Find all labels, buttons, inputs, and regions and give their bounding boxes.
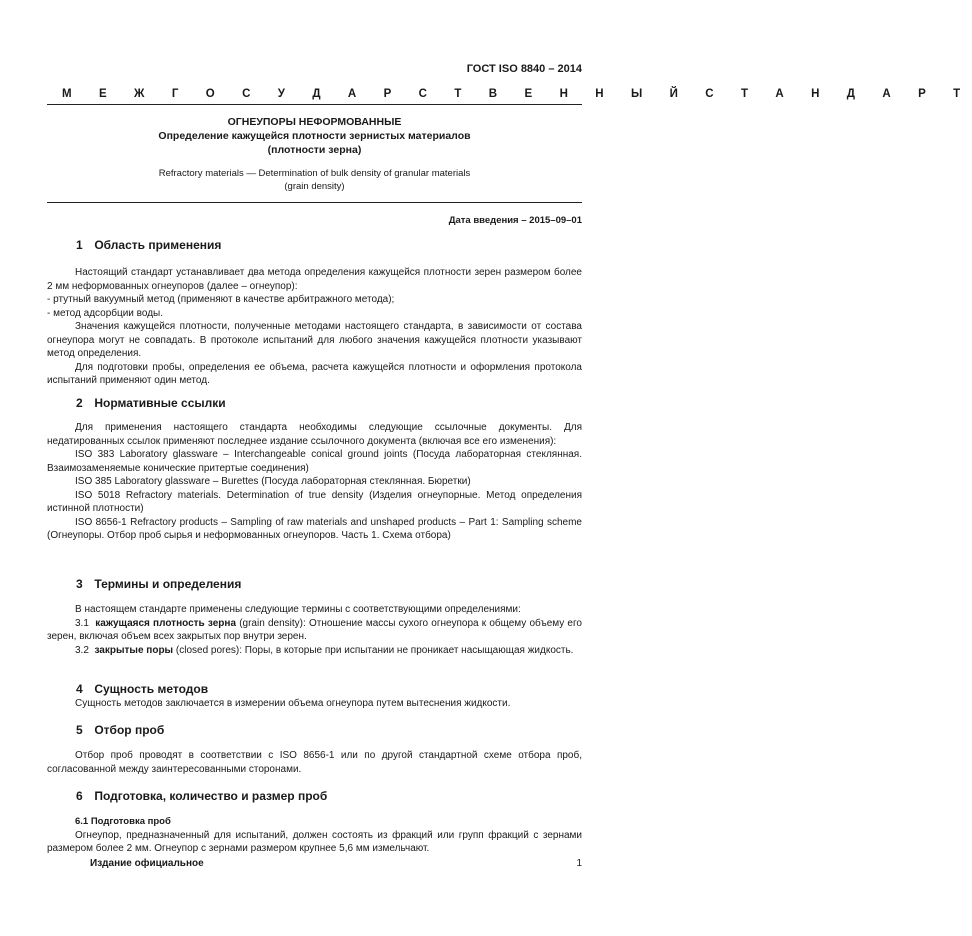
section-1-body bbox=[47, 266, 582, 388]
paragraph: Отбор проб проводят в соответствии с ISO 8656-1 или по другой стандартной схеме отбора проб, согласованной между заинтересованными сторонами. bbox=[47, 750, 582, 775]
header-divider bbox=[47, 104, 582, 105]
section-title: Отбор проб bbox=[94, 723, 165, 737]
section-4-body bbox=[47, 697, 582, 711]
page-number: 1 bbox=[576, 858, 582, 869]
definition-number: 3.1 bbox=[75, 617, 89, 629]
definition-3-1 bbox=[47, 617, 582, 644]
section-number: 3 bbox=[76, 577, 83, 591]
reference-item: ISO 8656-1 Refractory products – Sampling of raw materials and unshaped products – Part 1: Sampling scheme (Огнеупоры. Отбор проб сырья и неформованных огнеупоров. Часть 1. Схема отбора) bbox=[47, 516, 582, 541]
official-edition-label: Издание официальное bbox=[90, 858, 204, 869]
title-line-2: Определение кажущейся плотности зернистых материалов bbox=[158, 130, 471, 142]
title-line-1: ОГНЕУПОРЫ НЕФОРМОВАННЫЕ bbox=[227, 116, 402, 128]
paragraph: В настоящем стандарте применены следующие термины с соответствующими определениями: bbox=[75, 604, 521, 615]
section-3-heading bbox=[76, 577, 241, 591]
section-title: Термины и определения bbox=[94, 577, 242, 591]
subsection-heading: 6.1 Подготовка проб bbox=[75, 816, 171, 827]
section-6-heading bbox=[76, 789, 327, 803]
interstate-standard-banner: М Е Ж Г О С У Д А Р С Т В Е Н Н Ы Й С Т А Н Д А Р Т bbox=[62, 88, 972, 100]
paragraph: Настоящий стандарт устанавливает два метода определения кажущейся плотности зерен размером более 2 мм неформованных огнеупоров (далее – огнеупор): bbox=[47, 267, 582, 292]
section-title: Подготовка, количество и размер проб bbox=[94, 789, 328, 803]
reference-item: ISO 5018 Refractory materials. Determination of true density (Изделия огнеупорные. Метод определения истинной плотности) bbox=[47, 489, 582, 514]
section-2-heading bbox=[76, 396, 226, 410]
definition-term: закрытые поры bbox=[94, 644, 174, 656]
reference-item: ISO 385 Laboratory glassware – Burettes (Посуда лабораторная стеклянная. Бюретки) bbox=[75, 476, 471, 487]
section-6-body bbox=[47, 815, 582, 856]
section-2-body bbox=[47, 421, 582, 543]
section-number: 4 bbox=[76, 682, 83, 696]
paragraph: Для применения настоящего стандарта необходимы следующие ссылочные документы. Для недатированных ссылок применяют последнее издание ссылочного документа (включая все его изменения): bbox=[47, 422, 582, 447]
paragraph: Сущность методов заключается в измерении объема огнеупора путем вытеснения жидкости. bbox=[75, 698, 511, 709]
section-title: Нормативные ссылки bbox=[94, 396, 226, 410]
section-title: Сущность методов bbox=[94, 682, 209, 696]
section-number: 5 bbox=[76, 723, 83, 737]
section-5-heading bbox=[76, 723, 164, 737]
definition-number: 3.2 bbox=[75, 644, 89, 656]
section-number: 6 bbox=[76, 789, 83, 803]
section-title: Область применения bbox=[94, 238, 222, 252]
paragraph: Огнеупор, предназначенный для испытаний, должен состоять из фракций или групп фракций с зернами размером более 2 мм. Огнеупор с зернами размером крупнее 5,6 мм измельчают. bbox=[47, 829, 582, 854]
definition-text: (grain density): Отношение массы сухого огнеупора к общему объему его зерен, включая объем всех закрытых пор внутри зерен. bbox=[47, 617, 582, 642]
section-1-heading bbox=[76, 238, 221, 252]
section-5-body bbox=[47, 749, 582, 776]
english-title-line-1: Refractory materials — Determination of bulk density of granular materials bbox=[158, 168, 471, 179]
definition-3-2 bbox=[47, 644, 582, 658]
gost-number: ГОСТ ISO 8840 – 2014 bbox=[466, 63, 582, 75]
section-number: 2 bbox=[76, 396, 83, 410]
list-item: - метод адсорбции воды. bbox=[47, 307, 164, 319]
section-3-body bbox=[47, 603, 582, 657]
title-divider bbox=[47, 202, 582, 203]
list-item: - ртутный вакуумный метод (применяют в качестве арбитражного метода); bbox=[47, 294, 395, 305]
introduction-date: Дата введения – 2015–09–01 bbox=[448, 215, 582, 226]
section-number: 1 bbox=[76, 238, 83, 252]
title-line-3: (плотности зерна) bbox=[267, 144, 362, 156]
english-title-line-2: (grain density) bbox=[284, 181, 345, 192]
section-4-heading bbox=[76, 682, 208, 696]
paragraph: Для подготовки пробы, определения ее объема, расчета кажущейся плотности и оформления протокола испытаний применяют один метод. bbox=[47, 361, 582, 386]
definition-term: кажущаяся плотность зерна bbox=[95, 617, 237, 629]
paragraph: Значения кажущейся плотности, полученные методами настоящего стандарта, в зависимости от состава огнеупора могут не совпадать. В протоколе испытаний для любого значения кажущейся плотности указывают метод определения. bbox=[47, 321, 582, 359]
reference-item: ISO 383 Laboratory glassware – Interchangeable conical ground joints (Посуда лабораторная стеклянная. Взаимозаменяемые конические притертые соединения) bbox=[47, 449, 582, 474]
definition-text: (closed pores): Поры, в которые при испытании не проникает насыщающая жидкость. bbox=[173, 644, 574, 656]
